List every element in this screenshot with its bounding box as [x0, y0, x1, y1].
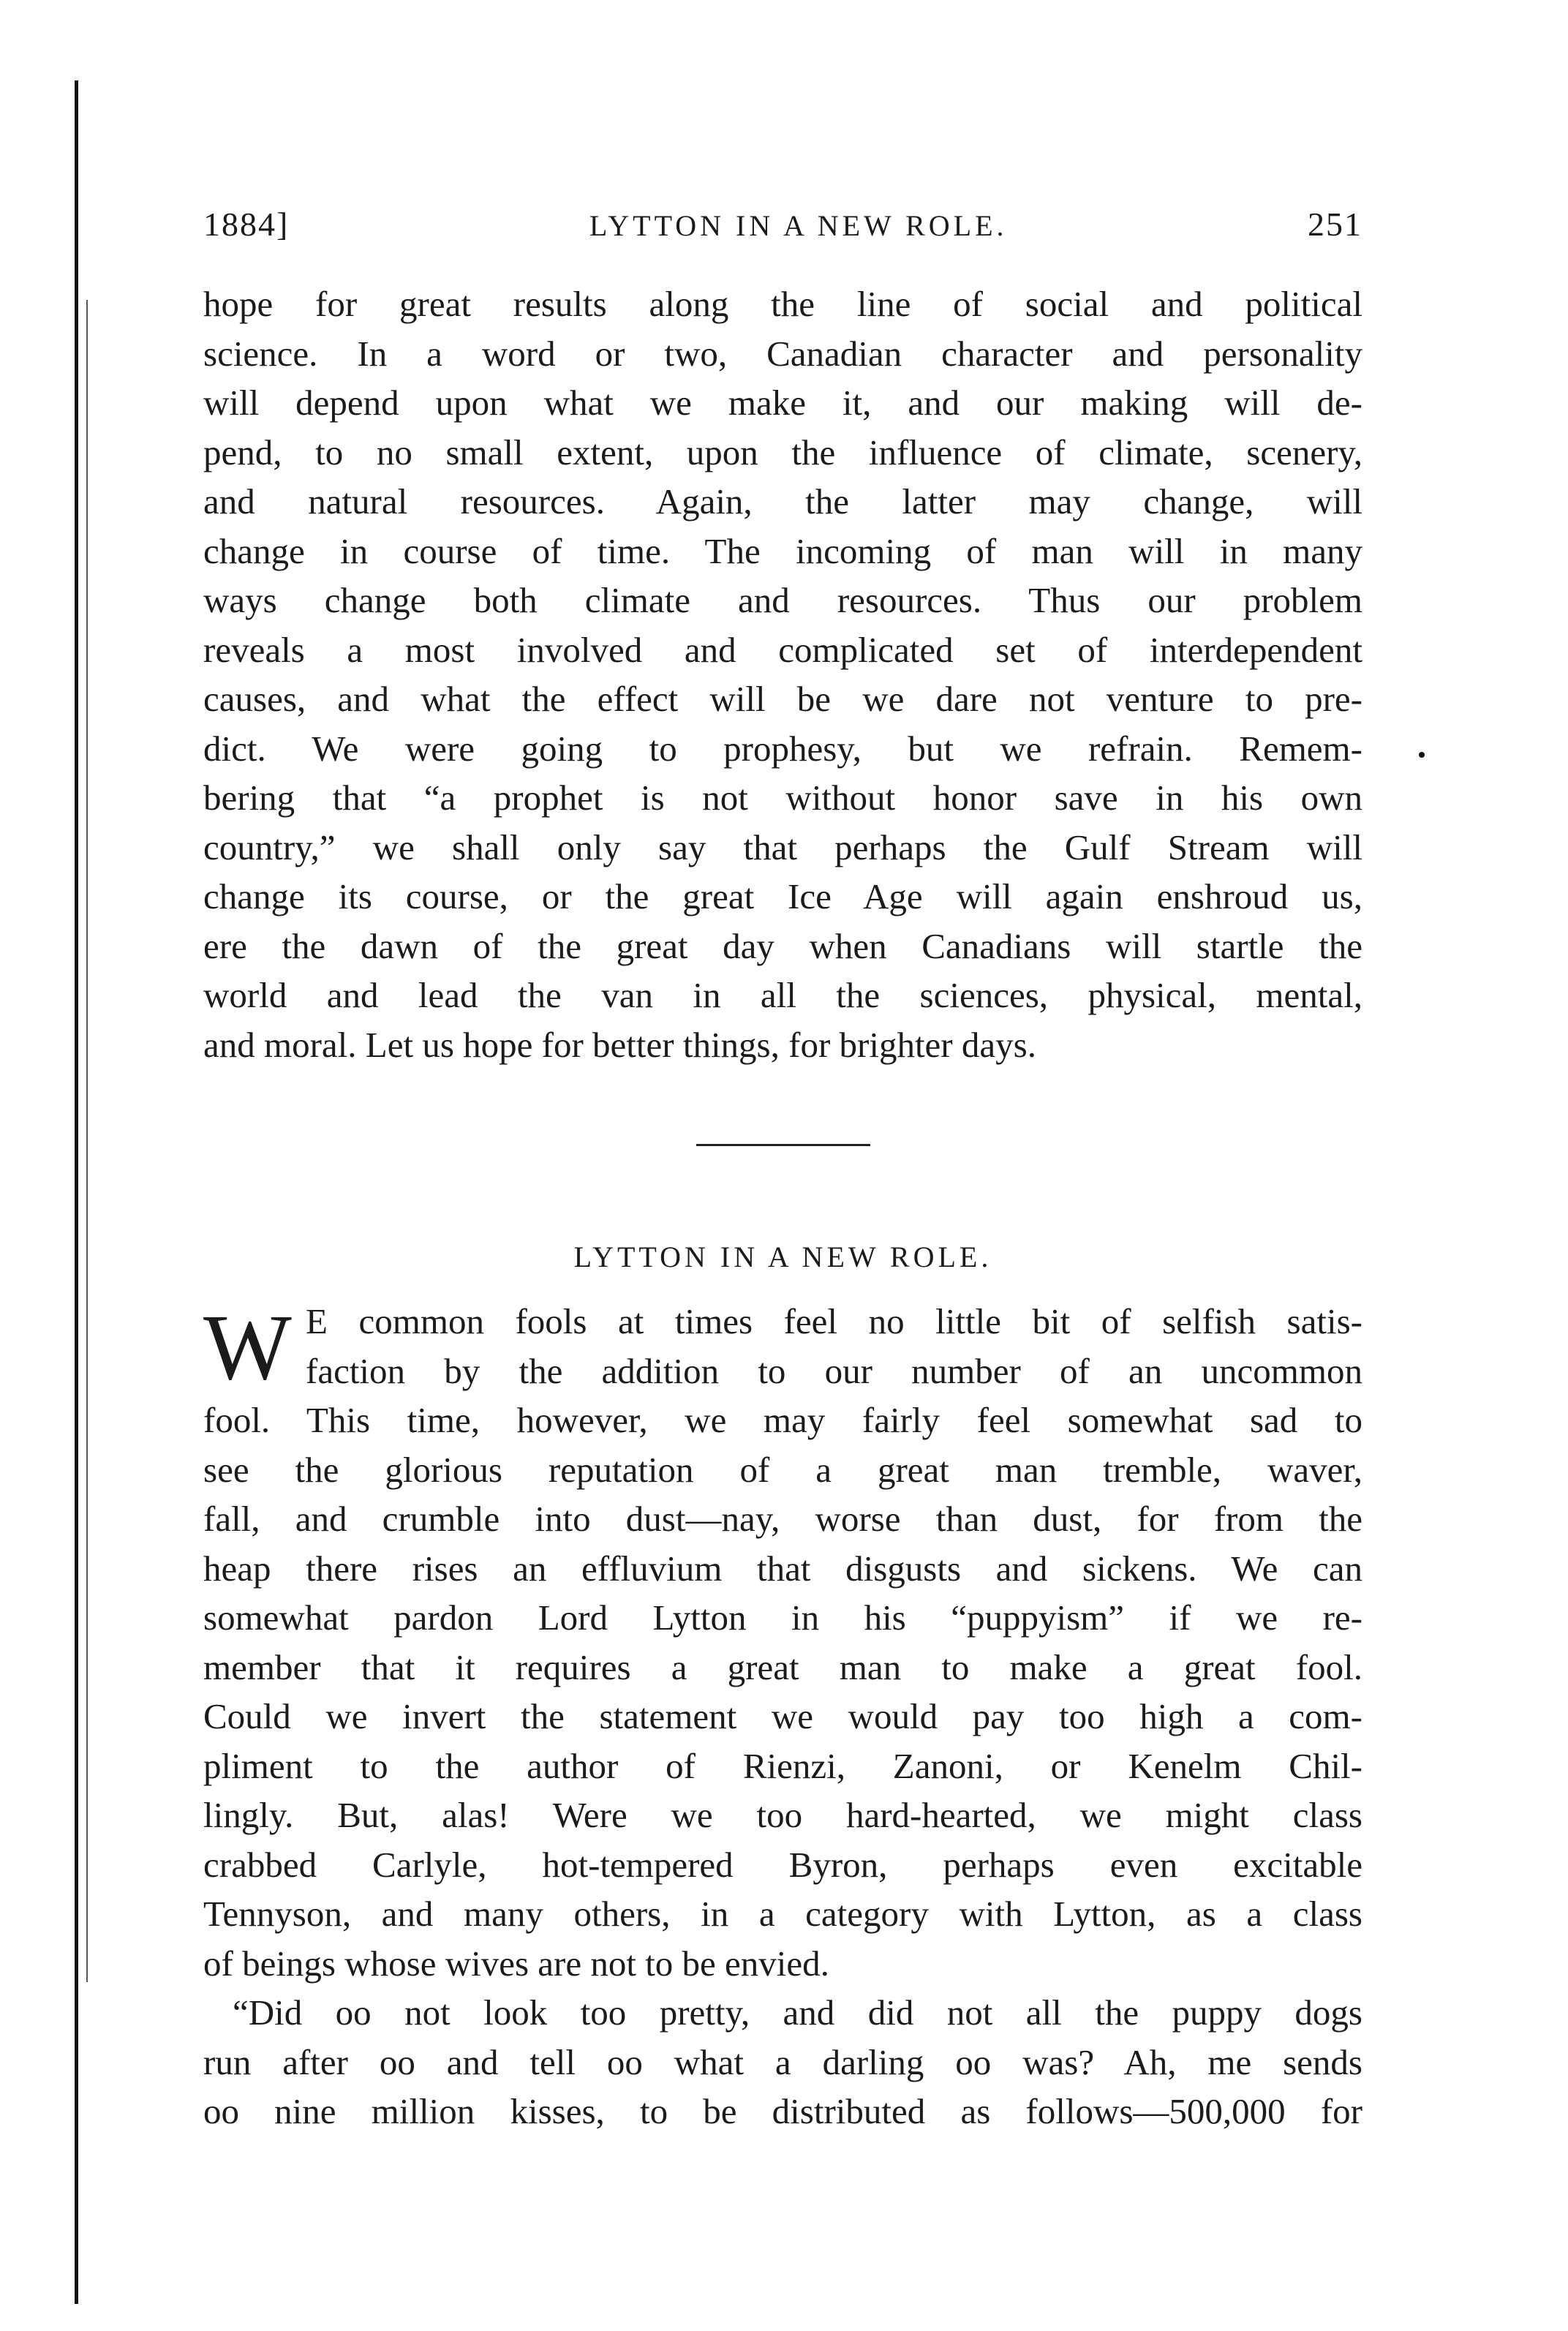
book-page	[203, 205, 1362, 2136]
text-line: fool. This time, however, we may fairly feel somewhat sad to	[203, 1400, 1362, 1440]
text-line: science. In a word or two, Canadian character and personality	[203, 333, 1362, 374]
text-line: Could we invert the statement we would pay too high a com-	[203, 1696, 1362, 1736]
text-line: faction by the addition to our number of an uncommon	[306, 1350, 1362, 1391]
paragraph-continued	[203, 279, 1362, 1069]
text-line: reveals a most involved and complicated set of interdependent	[203, 629, 1362, 670]
text-line: and natural resources. Again, the latter may change, will	[203, 481, 1362, 521]
text-line: pliment to the author of Rienzi, Zanoni, or Kenelm Chil-	[203, 1745, 1362, 1786]
text-line: change in course of time. The incoming of man will in many	[203, 530, 1362, 571]
text-line: hope for great results along the line of social and political	[203, 284, 1362, 324]
text-line: change its course, or the great Ice Age will again enshroud us,	[203, 876, 1362, 916]
text-line: fall, and crumble into dust—nay, worse than dust, for from the	[203, 1499, 1362, 1539]
page-number: 251	[1308, 206, 1362, 243]
article-quote-paragraph	[203, 1988, 1362, 2136]
text-line: lingly. But, alas! Were we too hard-hearted, we might class	[203, 1795, 1362, 1835]
text-line: world and lead the van in all the sciences, physical, mental,	[203, 975, 1362, 1015]
text-line: somewhat pardon Lord Lytton in his “puppyism” if we re-	[203, 1597, 1362, 1638]
text-line: run after oo and tell oo what a darling oo was? Ah, me sends	[203, 2041, 1362, 2082]
text-line: oo nine million kisses, to be distributed as follows—500,000 for	[203, 2091, 1362, 2131]
drop-cap: W	[203, 1295, 292, 1399]
text-line: Tennyson, and many others, in a category with Lytton, as a class	[203, 1894, 1362, 1934]
article-title: LYTTON IN A NEW ROLE.	[573, 1240, 992, 1273]
text-line: “Did oo not look too pretty, and did not all the puppy dogs	[233, 1992, 1362, 2033]
text-line: E common fools at times feel no little bit of selfish satis-	[306, 1301, 1362, 1341]
binding-gutter	[64, 80, 108, 2304]
text-line: ere the dawn of the great day when Canadians will startle the	[203, 925, 1362, 966]
ink-speck	[1419, 752, 1425, 758]
text-line: bering that “a prophet is not without honor save in his own	[203, 777, 1362, 818]
text-line: ways change both climate and resources. Thus our problem	[203, 580, 1362, 620]
text-line: pend, to no small extent, upon the influence of climate, scenery,	[203, 432, 1362, 472]
text-line: of beings whose wives are not to be envied.	[203, 1943, 829, 1984]
text-line: dict. We were going to prophesy, but we refrain. Remem-	[203, 728, 1362, 769]
text-line: member that it requires a great man to make a great fool.	[203, 1646, 1362, 1687]
header-running-title: LYTTON IN A NEW ROLE.	[589, 209, 1008, 242]
text-line: see the glorious reputation of a great man tremble, waver,	[203, 1449, 1362, 1490]
running-header	[203, 205, 1362, 249]
text-line: crabbed Carlyle, hot-tempered Byron, perhaps even excitable	[203, 1844, 1362, 1885]
text-line: and moral. Let us hope for better things, for brighter days.	[203, 1024, 1036, 1065]
text-line: country,” we shall only say that perhaps the Gulf Stream will	[203, 826, 1362, 867]
binding-edge-line	[75, 80, 78, 2304]
binding-edge-shadow	[86, 300, 88, 1982]
article-opening-paragraph	[203, 1297, 1362, 1988]
text-line: will depend upon what we make it, and our making will de-	[203, 383, 1362, 423]
section-divider	[696, 1144, 870, 1146]
text-line: causes, and what the effect will be we dare not venture to pre-	[203, 679, 1362, 719]
text-line: heap there rises an effluvium that disgusts and sickens. We can	[203, 1548, 1362, 1589]
header-year: 1884]	[203, 206, 290, 243]
